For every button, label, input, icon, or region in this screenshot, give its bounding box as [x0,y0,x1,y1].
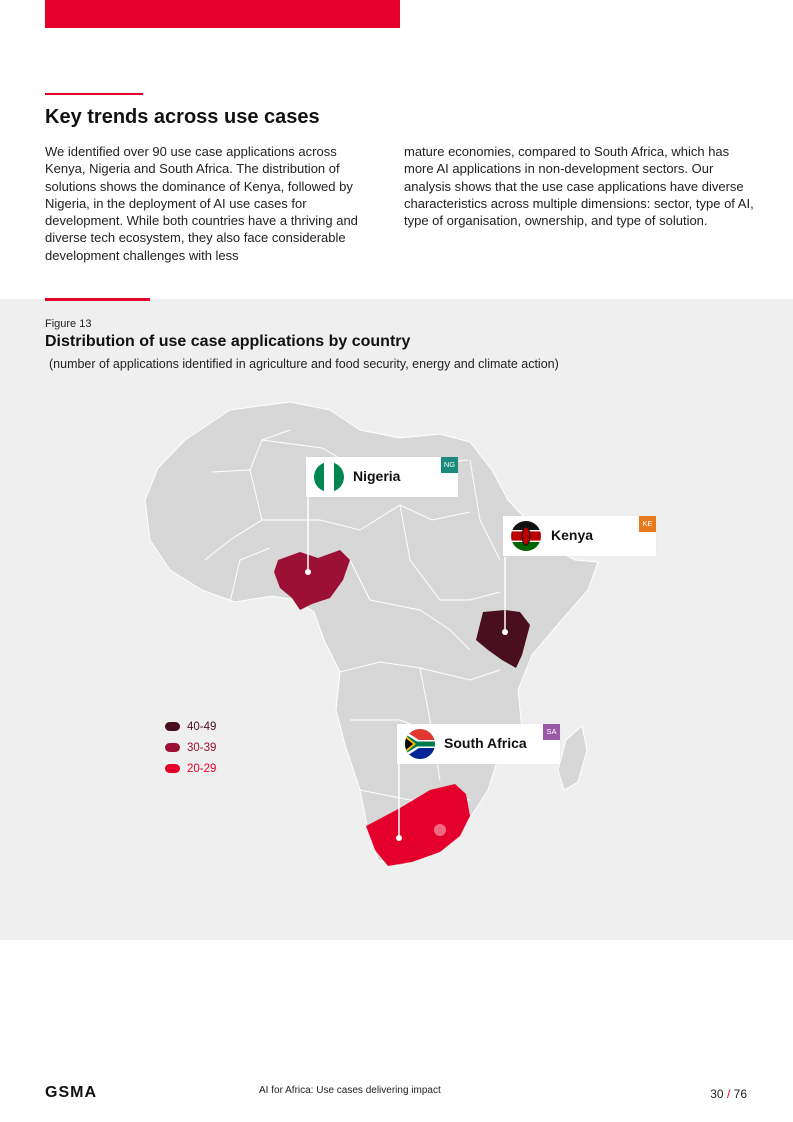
total-pages: 76 [733,1087,747,1101]
callout-name: Kenya [551,527,594,543]
callout-name: Nigeria [353,468,401,484]
map-legend [165,716,216,779]
legend-label: 20-29 [187,762,217,775]
title-rule [45,93,143,95]
figure-label: Figure 13 [45,318,92,330]
footer-title: AI for Africa: Use cases delivering impact [259,1085,441,1096]
body-text-right: mature economies, compared to South Africa, which has more AI applications in non-development sectors. Our analysis shows that the use case applications have diverse characteristics across multiple dimensions: sector, type of AI, type of organisation, ownership, and type of solution. [404,144,754,229]
page-number [710,1087,747,1101]
lesotho-shape [434,824,446,836]
country-code-badge: NG [441,457,458,473]
legend-label: 30-39 [187,741,217,754]
figure-title: Distribution of use case applications by country [45,333,411,350]
top-accent-bar [45,0,400,28]
legend-swatch [165,764,180,773]
figure-subtitle: (number of applications identified in agriculture and food security, energy and climate action) [49,357,559,371]
legend-item [165,758,216,779]
callout-kenya [503,516,656,556]
page-separator: / [726,1087,731,1101]
legend-swatch [165,722,180,731]
legend-swatch [165,743,180,752]
gsma-logo: GSMA [45,1084,97,1101]
callout-south-africa [397,724,560,764]
section-title: Key trends across use cases [45,106,320,128]
south-africa-flag-icon [405,729,435,759]
current-page: 30 [710,1087,724,1101]
body-text-left: We identified over 90 use case applications across Kenya, Nigeria and South Africa. The distribution of solutions shows the dominance of Kenya, followed by Nigeria, in the deployment of AI use cases for development. While both countries have a thriving and diverse tech ecosystem, they also face considerable development challenges with less [45,144,358,263]
legend-item [165,737,216,758]
legend-item [165,716,216,737]
nigeria-flag-icon [314,462,344,492]
country-code-badge: KE [639,516,656,532]
madagascar-shape [558,726,587,790]
country-code-badge: SA [543,724,560,740]
kenya-flag-icon [511,521,541,551]
africa-map [0,299,793,940]
callout-nigeria [306,457,458,497]
callout-name: South Africa [444,735,527,751]
legend-label: 40-49 [187,720,217,733]
